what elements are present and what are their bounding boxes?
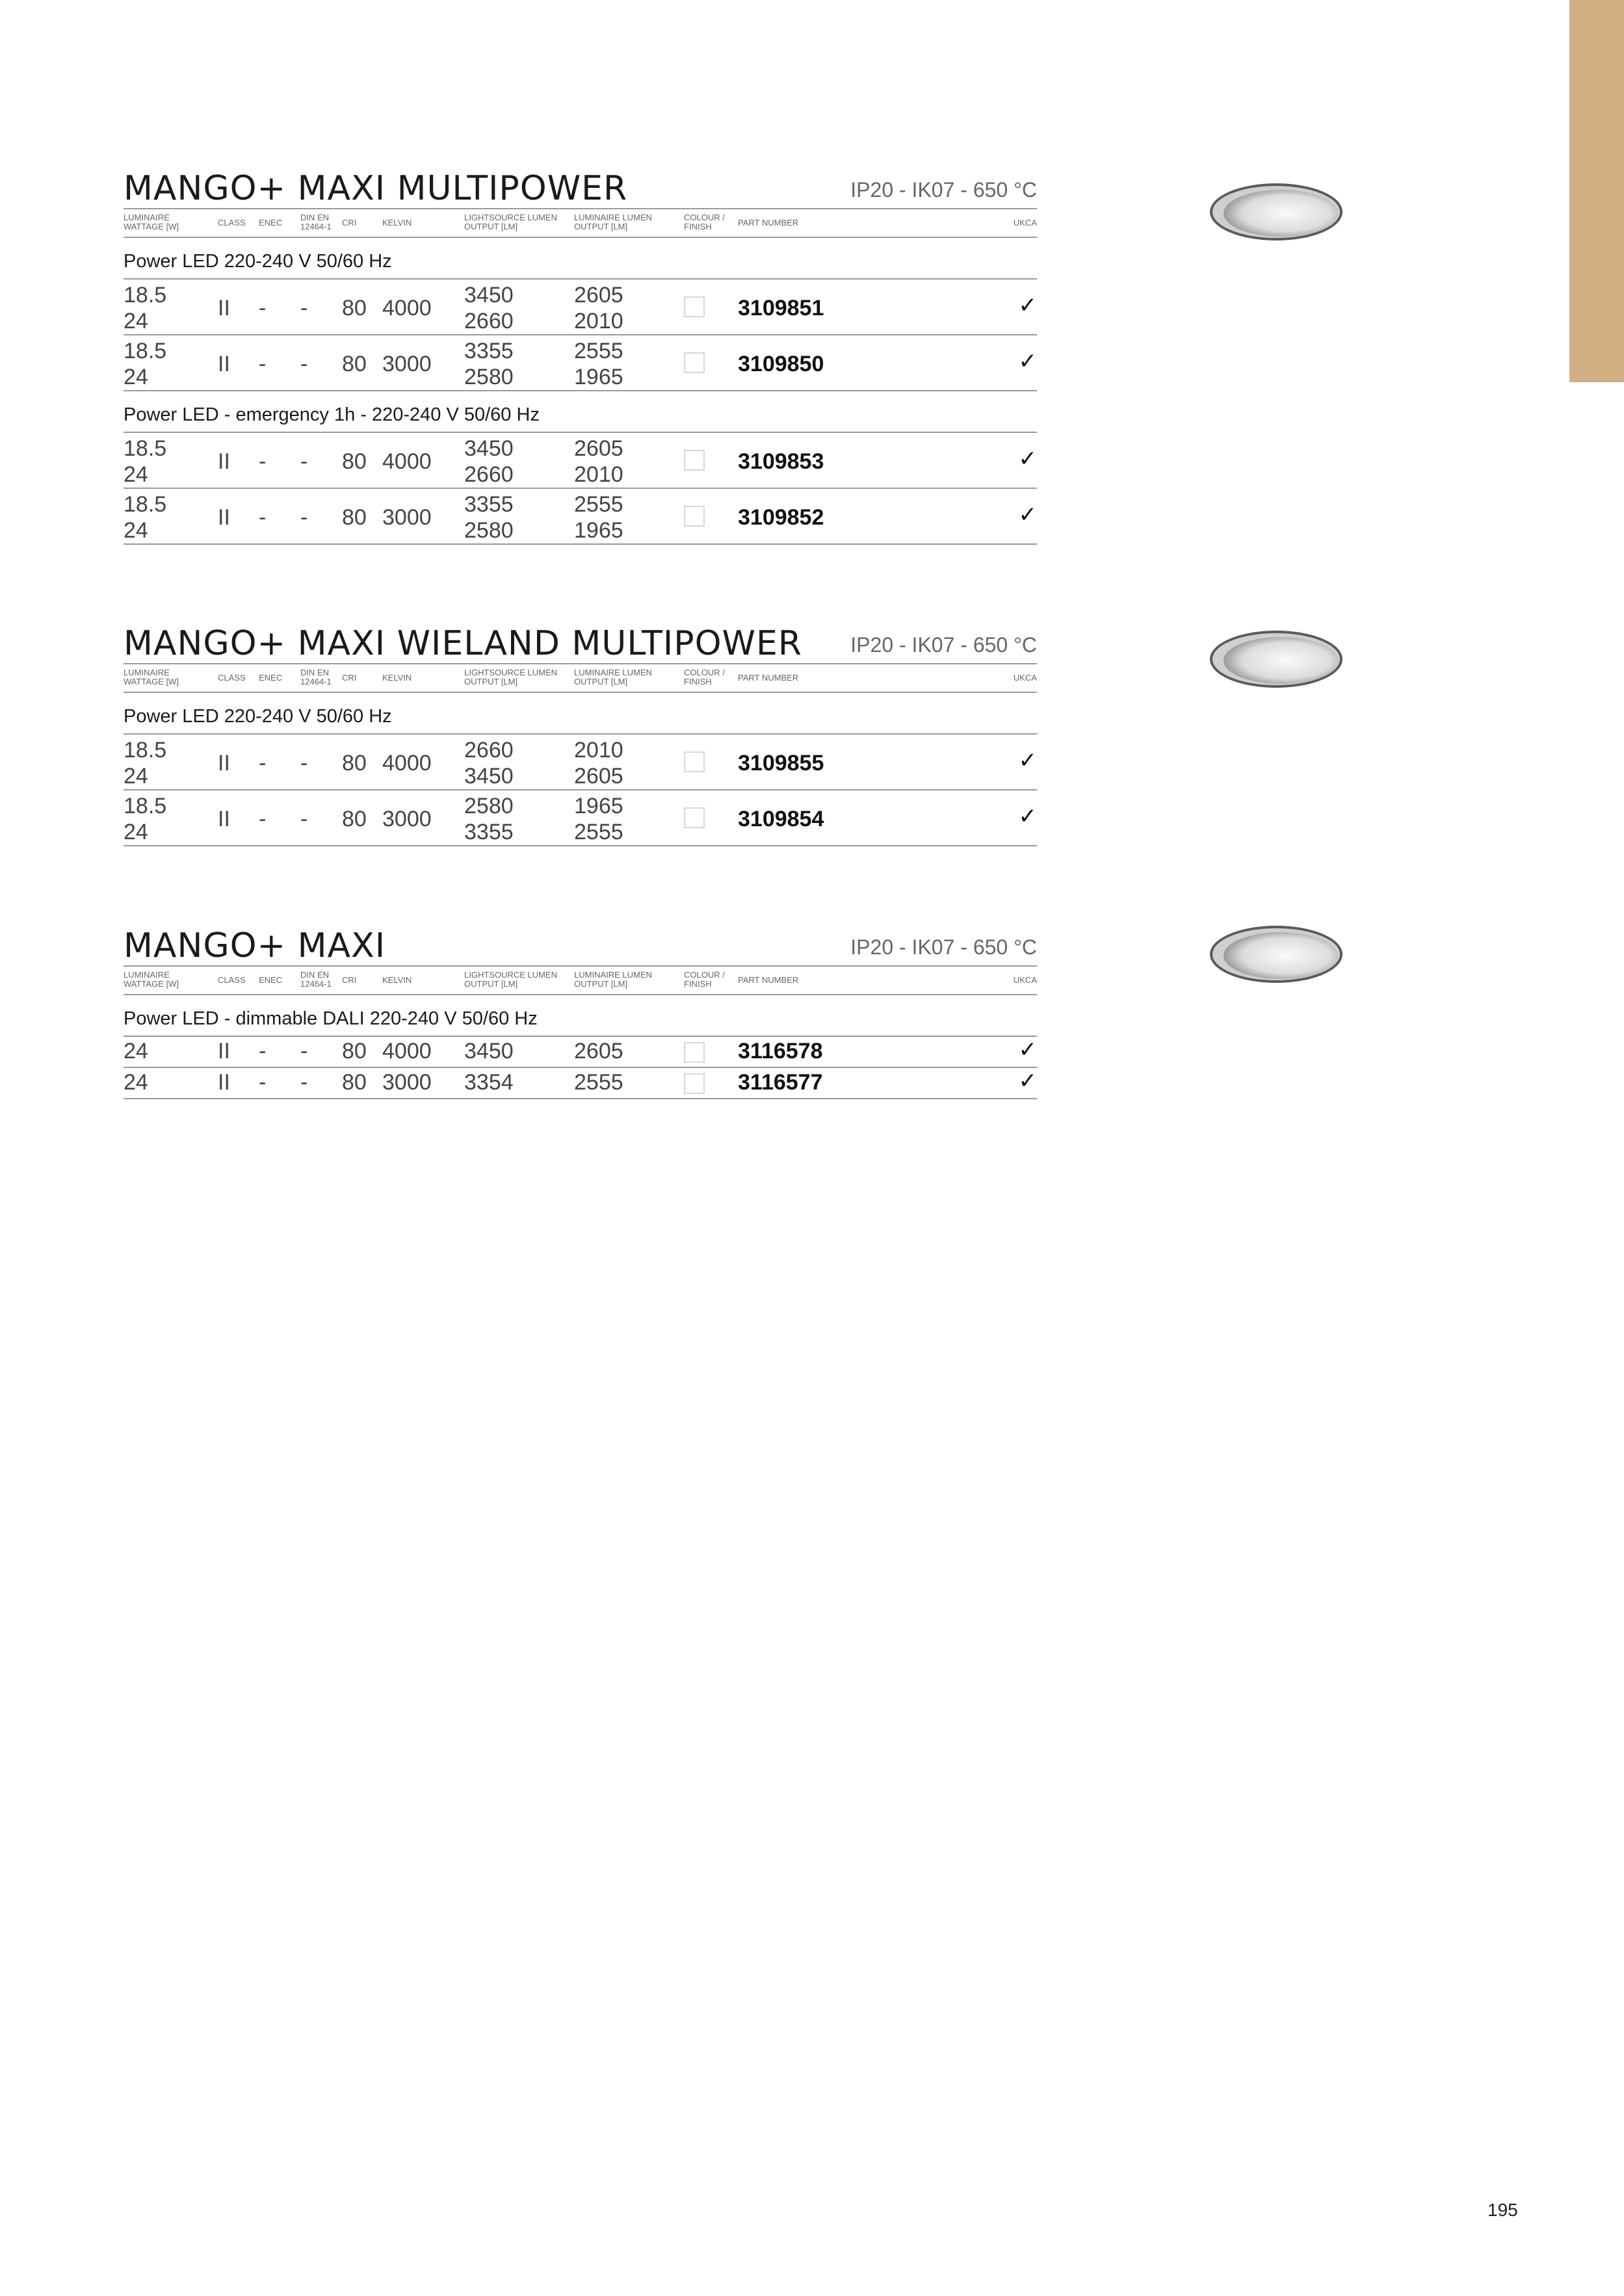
header-lightsource-lumen: LIGHTSOURCE LUMEN OUTPUT [LM]	[464, 668, 558, 686]
kelvin-value: 3000	[382, 505, 432, 530]
header-colour: COLOUR / FINISH	[684, 668, 725, 686]
class-value: II	[218, 751, 230, 776]
enec-value: -	[259, 1070, 267, 1095]
page-number: 195	[1487, 2200, 1518, 2220]
din-value: -	[300, 807, 308, 831]
header-luminaire-lumen: LUMINAIRE LUMEN OUTPUT [LM]	[574, 970, 652, 989]
header-cri: CRI	[342, 218, 357, 228]
din-value: -	[300, 505, 308, 530]
ukca-check-icon: ✓	[1018, 446, 1037, 472]
table-row	[124, 789, 1037, 846]
part-number: 3116577	[738, 1070, 823, 1095]
lightsource-lumen-value: 2660	[464, 738, 514, 763]
luminaire-lumen-value: 2010	[574, 738, 623, 763]
header-din: DIN EN 12464-1	[300, 970, 332, 989]
lightsource-lumen-value: 3450	[464, 764, 514, 789]
enec-value: -	[259, 1039, 267, 1063]
wattage-value: 24	[124, 365, 148, 389]
cri-value: 80	[342, 505, 367, 530]
header-part-number: PART NUMBER	[738, 975, 799, 985]
luminaire-lumen-value: 1965	[574, 365, 623, 389]
wattage-value: 24	[124, 820, 148, 844]
table-row	[124, 278, 1037, 334]
luminaire-lumen-value: 2555	[574, 1070, 623, 1095]
lightsource-lumen-value: 2580	[464, 794, 514, 818]
header-kelvin: KELVIN	[382, 218, 412, 228]
enec-value: -	[259, 505, 267, 530]
cri-value: 80	[342, 807, 367, 831]
class-value: II	[218, 352, 230, 376]
kelvin-value: 3000	[382, 807, 432, 831]
lightsource-lumen-value: 3354	[464, 1070, 514, 1095]
lightsource-lumen-value: 3450	[464, 436, 514, 461]
luminaire-lumen-value: 1965	[574, 794, 623, 818]
colour-swatch-white	[684, 807, 705, 828]
wattage-value: 18.5	[124, 339, 167, 363]
colour-swatch-white	[684, 296, 705, 317]
luminaire-lumen-value: 2555	[574, 492, 623, 517]
chapter-tab	[1569, 0, 1624, 382]
header-part-number: PART NUMBER	[738, 673, 799, 683]
class-value: II	[218, 807, 230, 831]
kelvin-value: 4000	[382, 449, 432, 474]
header-ukca: UKCA	[1013, 673, 1037, 683]
header-wattage: LUMINAIRE WATTAGE [W]	[124, 668, 179, 686]
table-row	[124, 488, 1037, 545]
ukca-check-icon: ✓	[1018, 502, 1037, 528]
class-value: II	[218, 296, 230, 320]
header-class: CLASS	[218, 975, 246, 985]
luminaire-lumen-value: 2010	[574, 462, 623, 487]
table-row	[124, 334, 1037, 391]
lightsource-lumen-value: 2580	[464, 518, 514, 543]
cri-value: 80	[342, 751, 367, 776]
class-value: II	[218, 449, 230, 474]
header-wattage: LUMINAIRE WATTAGE [W]	[124, 970, 179, 989]
cri-value: 80	[342, 1039, 367, 1063]
ukca-check-icon: ✓	[1018, 748, 1037, 774]
luminaire-lumen-value: 2605	[574, 1039, 623, 1063]
wattage-value: 18.5	[124, 492, 167, 517]
colour-swatch-white	[684, 751, 705, 772]
colour-swatch-white	[684, 450, 705, 471]
enec-value: -	[259, 751, 267, 776]
header-cri: CRI	[342, 975, 357, 985]
colour-swatch-white	[684, 352, 705, 373]
kelvin-value: 3000	[382, 352, 432, 376]
wattage-value: 24	[124, 764, 148, 789]
colour-swatch-white	[684, 1042, 705, 1063]
header-kelvin: KELVIN	[382, 975, 412, 985]
ukca-check-icon: ✓	[1018, 1037, 1037, 1063]
table-row	[124, 1036, 1037, 1067]
wattage-value: 24	[124, 1039, 148, 1063]
ip-rating: IP20 - IK07 - 650 °C	[850, 178, 1037, 202]
lightsource-lumen-value: 3355	[464, 492, 514, 517]
wattage-value: 18.5	[124, 283, 167, 307]
header-ukca: UKCA	[1013, 218, 1037, 228]
table-row	[124, 432, 1037, 488]
lightsource-lumen-value: 3450	[464, 1039, 514, 1063]
table-row	[124, 733, 1037, 789]
class-value: II	[218, 1070, 230, 1095]
header-enec: ENEC	[259, 218, 283, 228]
header-din: DIN EN 12464-1	[300, 668, 332, 686]
din-value: -	[300, 1039, 308, 1063]
group-label: Power LED 220-240 V 50/60 Hz	[124, 706, 392, 727]
cri-value: 80	[342, 352, 367, 376]
din-value: -	[300, 1070, 308, 1095]
luminaire-lumen-value: 2555	[574, 339, 623, 363]
header-cri: CRI	[342, 673, 357, 683]
luminaire-lumen-value: 2605	[574, 436, 623, 461]
part-number: 3109855	[738, 751, 824, 776]
lightsource-lumen-value: 3450	[464, 283, 514, 307]
luminaire-lumen-value: 2605	[574, 283, 623, 307]
luminaire-lumen-value: 2010	[574, 309, 623, 333]
table-header	[124, 208, 1037, 238]
header-enec: ENEC	[259, 975, 283, 985]
enec-value: -	[259, 352, 267, 376]
lightsource-lumen-value: 2580	[464, 365, 514, 389]
header-colour: COLOUR / FINISH	[684, 970, 725, 989]
din-value: -	[300, 449, 308, 474]
kelvin-value: 3000	[382, 1070, 432, 1095]
wattage-value: 24	[124, 462, 148, 487]
lamp-image-mango-maxi	[1208, 923, 1344, 985]
section-title: MANGO+ MAXI	[124, 926, 386, 965]
din-value: -	[300, 751, 308, 776]
colour-swatch-white	[684, 1073, 705, 1094]
header-part-number: PART NUMBER	[738, 218, 799, 228]
part-number: 3116578	[738, 1039, 823, 1063]
lamp-image-mango-maxi-wieland	[1208, 628, 1344, 690]
section-mango-maxi	[124, 926, 1037, 1108]
luminaire-lumen-value: 2555	[574, 820, 623, 844]
header-enec: ENEC	[259, 673, 283, 683]
group-label: Power LED 220-240 V 50/60 Hz	[124, 251, 392, 272]
lightsource-lumen-value: 2660	[464, 309, 514, 333]
enec-value: -	[259, 296, 267, 320]
class-value: II	[218, 505, 230, 530]
kelvin-value: 4000	[382, 296, 432, 320]
ukca-check-icon: ✓	[1018, 348, 1037, 374]
header-lightsource-lumen: LIGHTSOURCE LUMEN OUTPUT [LM]	[464, 213, 558, 231]
table-header	[124, 663, 1037, 693]
header-kelvin: KELVIN	[382, 673, 412, 683]
section-title: MANGO+ MAXI MULTIPOWER	[124, 169, 628, 208]
section-mango-maxi-multipower	[124, 169, 1037, 546]
class-value: II	[218, 1039, 230, 1063]
lightsource-lumen-value: 3355	[464, 339, 514, 363]
lightsource-lumen-value: 3355	[464, 820, 514, 844]
table-header	[124, 965, 1037, 995]
section-title: MANGO+ MAXI WIELAND MULTIPOWER	[124, 624, 802, 663]
part-number: 3109853	[738, 449, 824, 474]
ip-rating: IP20 - IK07 - 650 °C	[850, 935, 1037, 959]
wattage-value: 24	[124, 1070, 148, 1095]
part-number: 3109854	[738, 807, 824, 831]
wattage-value: 18.5	[124, 738, 167, 763]
ukca-check-icon: ✓	[1018, 293, 1037, 319]
wattage-value: 18.5	[124, 436, 167, 461]
cri-value: 80	[342, 449, 367, 474]
colour-swatch-white	[684, 506, 705, 527]
header-ukca: UKCA	[1013, 975, 1037, 985]
kelvin-value: 4000	[382, 1039, 432, 1063]
header-lightsource-lumen: LIGHTSOURCE LUMEN OUTPUT [LM]	[464, 970, 558, 989]
header-wattage: LUMINAIRE WATTAGE [W]	[124, 213, 179, 231]
header-luminaire-lumen: LUMINAIRE LUMEN OUTPUT [LM]	[574, 213, 652, 231]
luminaire-lumen-value: 2605	[574, 764, 623, 789]
wattage-value: 24	[124, 518, 148, 543]
ukca-check-icon: ✓	[1018, 1068, 1037, 1094]
part-number: 3109851	[738, 296, 824, 320]
section-mango-maxi-wieland-multipower	[124, 624, 1037, 852]
din-value: -	[300, 352, 308, 376]
enec-value: -	[259, 807, 267, 831]
cri-value: 80	[342, 296, 367, 320]
part-number: 3109850	[738, 352, 824, 376]
ukca-check-icon: ✓	[1018, 803, 1037, 829]
header-din: DIN EN 12464-1	[300, 213, 332, 231]
wattage-value: 24	[124, 309, 148, 333]
lightsource-lumen-value: 2660	[464, 462, 514, 487]
header-colour: COLOUR / FINISH	[684, 213, 725, 231]
kelvin-value: 4000	[382, 751, 432, 776]
group-label: Power LED - emergency 1h - 220-240 V 50/60 Hz	[124, 404, 540, 425]
lamp-image-mango-maxi-multipower	[1208, 181, 1344, 243]
enec-value: -	[259, 449, 267, 474]
group-label: Power LED - dimmable DALI 220-240 V 50/60 Hz	[124, 1008, 538, 1029]
cri-value: 80	[342, 1070, 367, 1095]
header-luminaire-lumen: LUMINAIRE LUMEN OUTPUT [LM]	[574, 668, 652, 686]
part-number: 3109852	[738, 505, 824, 530]
header-class: CLASS	[218, 673, 246, 683]
wattage-value: 18.5	[124, 794, 167, 818]
table-row	[124, 1067, 1037, 1099]
din-value: -	[300, 296, 308, 320]
header-class: CLASS	[218, 218, 246, 228]
luminaire-lumen-value: 1965	[574, 518, 623, 543]
ip-rating: IP20 - IK07 - 650 °C	[850, 633, 1037, 657]
